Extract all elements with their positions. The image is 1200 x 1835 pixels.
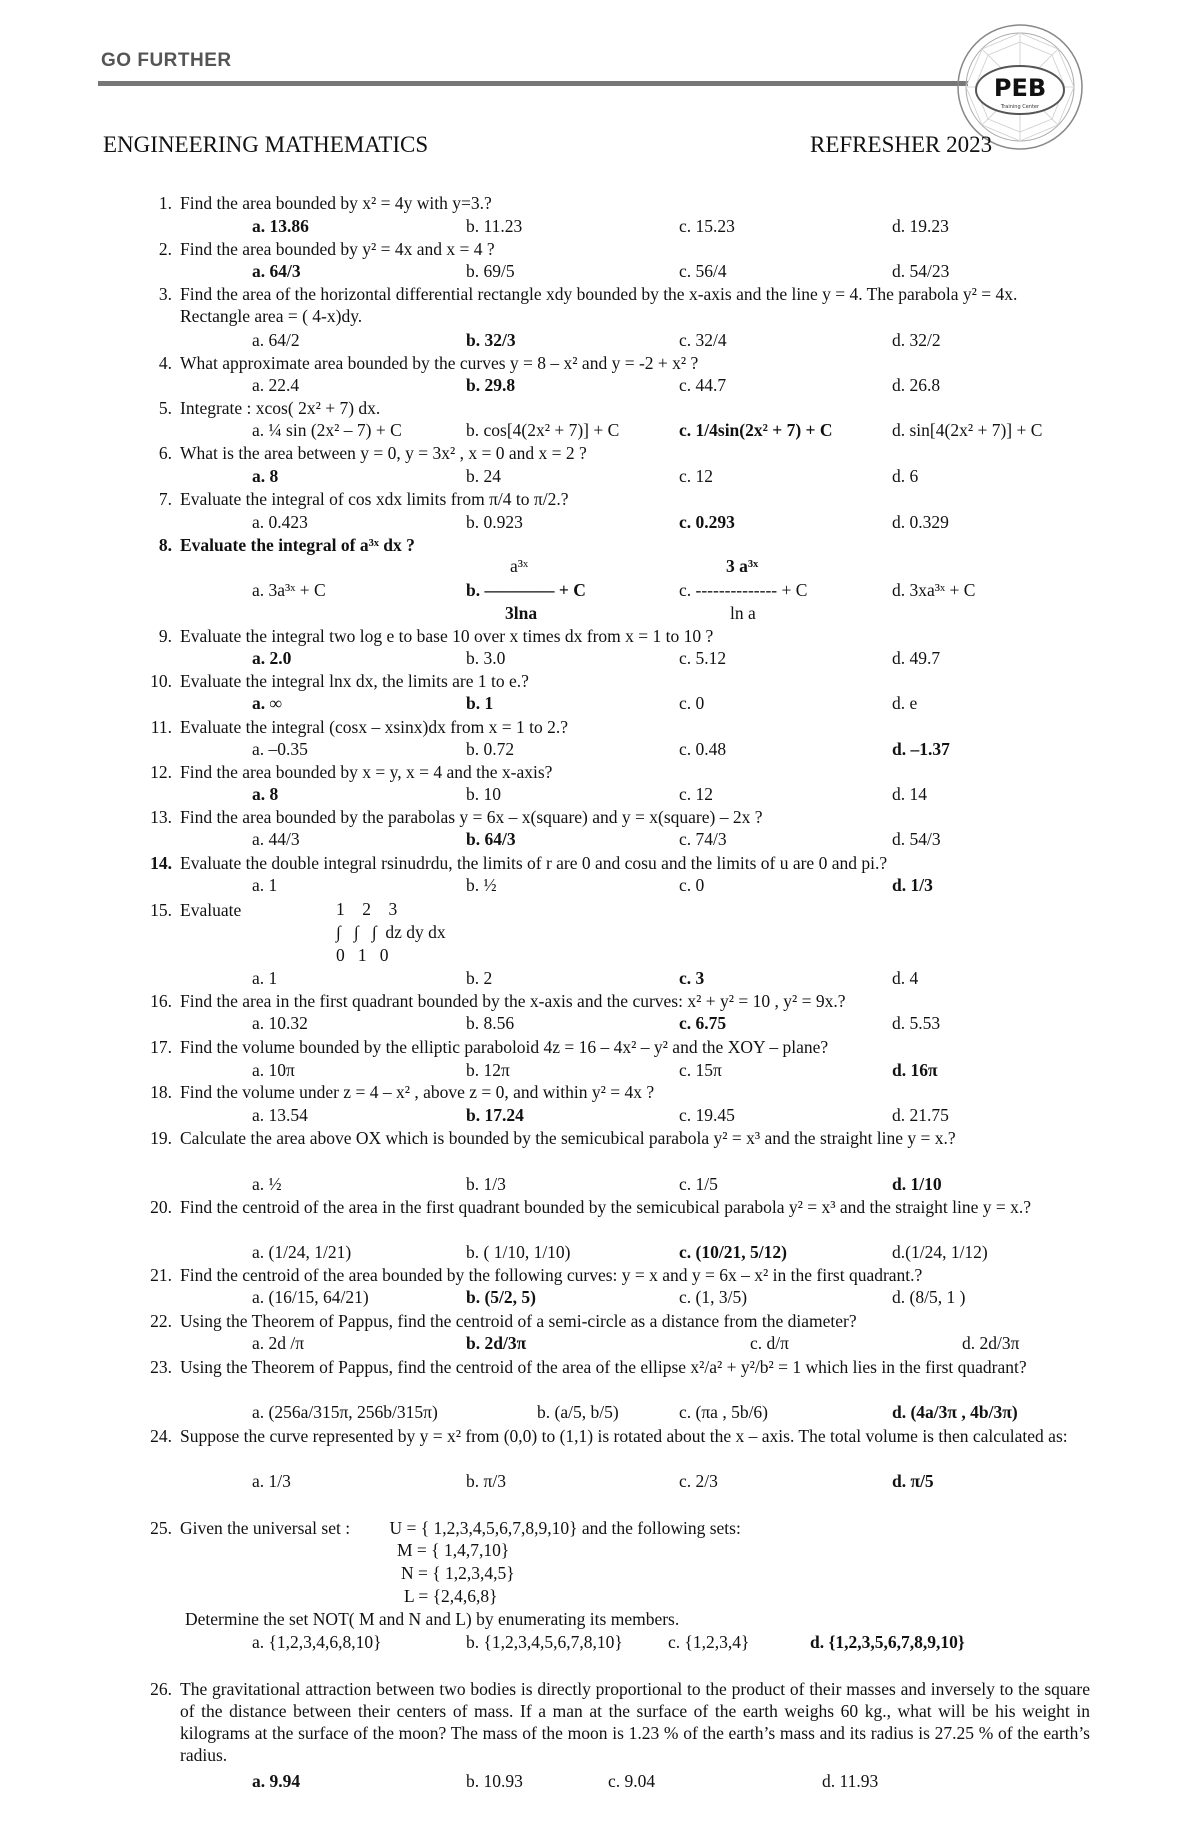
option-b[interactable]: b. 11.23 [466, 216, 523, 236]
option-b[interactable]: b. 10.93 [466, 1771, 523, 1791]
option-b[interactable]: b. ½ [466, 875, 497, 895]
fraction-c-denominator: ln a [730, 603, 756, 623]
option-c[interactable]: c. -------------- + C [679, 580, 808, 600]
question-text: Find the area in the first quadrant bounded by the x-axis and the curves: x² + y² = 10 , y² = 9x.? [180, 991, 846, 1011]
question-text: The gravitational attraction between two bodies is directly proportional to the product of their masses and inversely to the square of the distance between their centers of mass. If a man at the surface of the earth weighs 60 kg., what will be his weight in kilograms at the surface of the moon? The mass of the moon is 1.23 % of the earth’s mass and its radius is 27.25 % of the earth’s radius. [180, 1679, 1090, 1765]
integral-upper-limits: 1 2 3 [336, 899, 398, 919]
option-c[interactable]: c. 6.75 [679, 1013, 727, 1033]
question-12: 12. Find the area bounded by x = y, x = 4 and the x-axis? [150, 762, 553, 782]
question-text: Evaluate the integral of cos xdx limits from π/4 to π/2.? [180, 489, 569, 509]
logo-subtext: Training Center [1000, 104, 1040, 110]
question-9: 9. Evaluate the integral two log e to base 10 over x times dx from x = 1 to 10 ? [158, 626, 714, 646]
option-b[interactable]: b. 24 [466, 466, 501, 486]
question-text: What is the area between y = 0, y = 3x² , x = 0 and x = 2 ? [180, 443, 587, 463]
header-rule [98, 81, 968, 86]
option-b[interactable]: b. 32/3 [466, 330, 516, 350]
question-text: Calculate the area above OX which is bounded by the semicubical parabola y² = x³ and the straight line y = x.? [180, 1128, 956, 1148]
options-2 [0, 261, 1200, 283]
options-15 [0, 968, 1200, 990]
option-c[interactable]: c. 12 [679, 784, 714, 804]
question-text: What approximate area bounded by the curves y = 8 – x² and y = -2 + x² ? [180, 353, 699, 373]
question-text: Evaluate the integral (cosx – xsinx)dx from x = 1 to 2.? [180, 717, 568, 737]
fraction-b-denominator: 3lna [505, 603, 538, 623]
question-15: 15. Evaluate [150, 900, 242, 920]
option-b[interactable]: b. 1 [466, 693, 494, 713]
option-d[interactable]: d. 6 [892, 466, 919, 486]
question-text: Find the volume under z = 4 – x² , above z = 0, and within y² = 4x ? [180, 1082, 655, 1102]
option-a[interactable]: a. 22.4 [252, 375, 300, 395]
question-text: Suppose the curve represented by y = x² from (0,0) to (1,1) is rotated about the x – axis. The total volume is then calculated as: [180, 1426, 1068, 1446]
question-1: 1. Find the area bounded by x² = 4y with y=3.? [158, 193, 492, 213]
option-b[interactable]: b. 17.24 [466, 1105, 524, 1125]
options-6 [0, 466, 1200, 488]
options-17 [0, 1060, 1200, 1082]
question-4: 4. What approximate area bounded by the curves y = 8 – x² and y = -2 + x² ? [158, 353, 699, 373]
options-11 [0, 739, 1200, 761]
option-b[interactable]: b. cos[4(2x² + 7)] + C [466, 420, 620, 440]
option-c[interactable]: c. (πa , 5b/6) [679, 1402, 769, 1422]
option-a[interactable]: a. 44/3 [252, 829, 300, 849]
option-b[interactable]: b. 0.923 [466, 512, 523, 532]
option-b[interactable]: b. 29.8 [466, 375, 516, 395]
question-text: Find the area bounded by x² = 4y with y=3.? [180, 193, 492, 213]
option-a[interactable]: a. 13.86 [252, 216, 309, 236]
option-b[interactable]: b. 12π [466, 1060, 510, 1080]
question-10: 10. Evaluate the integral lnx dx, the limits are 1 to e.? [150, 671, 529, 691]
logo-text: PEB [993, 74, 1047, 102]
options-3 [0, 330, 1200, 352]
option-d[interactable]: d. 21.75 [892, 1105, 949, 1125]
option-c[interactable]: c. 74/3 [679, 829, 727, 849]
option-d[interactable]: d. 16π [892, 1060, 938, 1080]
options-23 [0, 1402, 1200, 1424]
question-6: 6. What is the area between y = 0, y = 3x² , x = 0 and x = 2 ? [158, 443, 587, 463]
option-a[interactable]: a. {1,2,3,4,6,8,10} [252, 1632, 382, 1652]
set-n: N = { 1,2,3,4,5} [401, 1563, 515, 1583]
options-19 [0, 1174, 1200, 1196]
question-text: Evaluate [180, 900, 242, 920]
option-c[interactable]: c. 2/3 [679, 1471, 718, 1491]
option-a[interactable]: a. –0.35 [252, 739, 308, 759]
question-text: Evaluate the integral of a³ˣ dx ? [180, 535, 415, 555]
option-c[interactable]: c. (10/21, 5/12) [679, 1242, 787, 1262]
question-17: 17. Find the volume bounded by the elliptic paraboloid 4z = 16 – 4x² – y² and the XOY – plane? [150, 1037, 829, 1057]
option-a[interactable]: a. (1/24, 1/21) [252, 1242, 352, 1262]
question-text: Evaluate the double integral rsinudrdu, the limits of r are 0 and cosu and the limits of u are 0 and pi.? [180, 853, 888, 873]
option-b[interactable]: b. –––––––– + C [466, 580, 586, 600]
option-d[interactable]: d. π/5 [892, 1471, 934, 1491]
question-7: 7. Evaluate the integral of cos xdx limits from π/4 to π/2.? [158, 489, 569, 509]
option-b[interactable]: b. (5/2, 5) [466, 1287, 536, 1307]
option-a[interactable]: a. 13.54 [252, 1105, 308, 1125]
question-text: Find the area bounded by the parabolas y = 6x – x(square) and y = x(square) – 2x ? [180, 807, 763, 827]
question-21: 21. Find the centroid of the area bounded by the following curves: y = x and y = 6x – x² in the first quadrant.? [150, 1265, 923, 1285]
fraction-c-numerator: 3 a³ˣ [726, 556, 759, 576]
question-18: 18. Find the volume under z = 4 – x² , above z = 0, and within y² = 4x ? [150, 1082, 655, 1102]
question-text: Find the centroid of the area in the first quadrant bounded by the semicubical parabola y² = x³ and the straight line y = x.? [180, 1197, 1032, 1217]
option-d[interactable]: d. 1/10 [892, 1174, 942, 1194]
option-d[interactable]: d. 1/3 [892, 875, 933, 895]
question-24: 24. Suppose the curve represented by y = x² from (0,0) to (1,1) is rotated about the x – axis. The total volume is then calculated as: [150, 1426, 1068, 1446]
question-11: 11. Evaluate the integral (cosx – xsinx)dx from x = 1 to 2.? [150, 717, 568, 737]
options-24 [0, 1471, 1200, 1493]
options-25 [0, 1632, 1200, 1654]
question-text: Find the centroid of the area bounded by the following curves: y = x and y = 6x – x² in the first quadrant.? [180, 1265, 923, 1285]
option-c[interactable]: c. 56/4 [679, 261, 727, 281]
refresher-title: REFRESHER 2023 [810, 132, 993, 157]
question-text: Evaluate the integral lnx dx, the limits are 1 to e.? [180, 671, 529, 691]
question-5: 5. Integrate : xcos( 2x² + 7) dx. [158, 398, 381, 418]
option-c[interactable]: c. 3 [679, 968, 705, 988]
option-d[interactable]: d. 32/2 [892, 330, 941, 350]
option-b[interactable]: b. (a/5, b/5) [537, 1402, 619, 1422]
option-d[interactable]: d. 3xa³ˣ + C [892, 580, 976, 600]
question-8: 8. Evaluate the integral of a³ˣ dx ? [158, 535, 415, 555]
option-c[interactable]: c. 12 [679, 466, 714, 486]
option-d[interactable]: d. 19.23 [892, 216, 949, 236]
option-b[interactable]: b. 64/3 [466, 829, 516, 849]
options-22 [0, 1333, 1200, 1355]
option-c[interactable]: c. 19.45 [679, 1105, 735, 1125]
option-a[interactable]: a. ∞ [252, 693, 282, 713]
option-a[interactable]: a. 64/2 [252, 330, 300, 350]
option-a[interactable]: a. ¼ sin (2x² – 7) + C [252, 420, 402, 440]
option-a[interactable]: a. 2.0 [252, 648, 292, 668]
option-b[interactable]: b. 10 [466, 784, 501, 804]
option-d[interactable]: d. 11.93 [822, 1771, 879, 1791]
triple-integral: ∫ ∫ ∫ dz dy dx [336, 922, 446, 942]
option-b[interactable]: b. {1,2,3,4,5,6,7,8,10} [466, 1632, 623, 1652]
option-d[interactable]: d. e [892, 693, 918, 713]
option-d[interactable]: d. 54/3 [892, 829, 941, 849]
option-c[interactable]: c. 0 [679, 875, 705, 895]
option-d[interactable]: d. 26.8 [892, 375, 941, 395]
option-a[interactable]: a. 2d /π [252, 1333, 305, 1353]
option-a[interactable]: a. 10.32 [252, 1013, 308, 1033]
option-d[interactable]: d. 49.7 [892, 648, 941, 668]
option-a[interactable]: a. 1 [252, 875, 278, 895]
options-4 [0, 375, 1200, 397]
option-d[interactable]: d. (8/5, 1 ) [892, 1287, 966, 1307]
option-a[interactable]: a. 8 [252, 466, 279, 486]
option-c[interactable]: c. (1, 3/5) [679, 1287, 748, 1307]
question-3: 3. Find the area of the horizontal differential rectangle xdy bounded by the x-axis and the line y = 4. The parabola y² = 4x. Rectangle area = ( 4-x)dy. [158, 284, 1018, 326]
options-1 [0, 216, 1200, 238]
options-13 [0, 829, 1200, 851]
option-c[interactable]: c. 1/5 [679, 1174, 718, 1194]
options-20 [0, 1242, 1200, 1264]
option-d[interactable]: d. (4a/3π , 4b/3π) [892, 1402, 1018, 1422]
set-m: M = { 1,4,7,10} [397, 1540, 510, 1560]
options-16 [0, 1013, 1200, 1035]
option-c[interactable]: c. d/π [750, 1333, 789, 1353]
option-d[interactable]: d. 54/23 [892, 261, 950, 281]
option-b[interactable]: b. 0.72 [466, 739, 515, 759]
subject-title: ENGINEERING MATHEMATICS [103, 132, 429, 157]
option-b[interactable]: b. 2 [466, 968, 493, 988]
option-a[interactable]: a. 64/3 [252, 261, 301, 281]
option-d[interactable]: d. 14 [892, 784, 927, 804]
options-12 [0, 784, 1200, 806]
question-13: 13. Find the area bounded by the parabolas y = 6x – x(square) and y = x(square) – 2x ? [150, 807, 763, 827]
options-21 [0, 1287, 1200, 1309]
option-a[interactable]: a. ½ [252, 1174, 282, 1194]
options-7 [0, 512, 1200, 534]
option-b[interactable]: b. 8.56 [466, 1013, 515, 1033]
question-16: 16. Find the area in the first quadrant bounded by the x-axis and the curves: x² + y² = 10 , y² = 9x.? [150, 991, 846, 1011]
option-c[interactable]: c. 0 [679, 693, 705, 713]
question-text: Find the area bounded by x = y, x = 4 and the x-axis? [180, 762, 553, 782]
question-25-prompt: Determine the set NOT( M and N and L) by enumerating its members. [185, 1609, 680, 1629]
set-l: L = {2,4,6,8} [404, 1586, 498, 1606]
integral-lower-limits: 0 1 0 [336, 945, 389, 965]
option-c[interactable]: c. 15π [679, 1060, 722, 1080]
option-a[interactable]: a. 9.94 [252, 1771, 301, 1791]
question-25: 25. Given the universal set : U = { 1,2,3,4,5,6,7,8,9,10} and the following sets: [150, 1518, 741, 1538]
options-18 [0, 1105, 1200, 1127]
option-c[interactable]: c. 1/4sin(2x² + 7) + C [679, 420, 833, 440]
option-b[interactable]: b. 69/5 [466, 261, 515, 281]
option-c[interactable]: c. 5.12 [679, 648, 727, 668]
option-b[interactable]: b. π/3 [466, 1471, 506, 1491]
option-c[interactable]: c. 15.23 [679, 216, 735, 236]
question-text: Using the Theorem of Pappus, find the centroid of the area of the ellipse x²/a² + y²/b² = 1 which lies in the first quadrant? [180, 1357, 1027, 1377]
question-22: 22. Using the Theorem of Pappus, find the centroid of a semi-circle as a distance from the diameter? [150, 1311, 857, 1331]
question-14: 14. Evaluate the double integral rsinudrdu, the limits of r are 0 and cosu and the limits of u are 0 and pi.? [150, 853, 888, 873]
option-a[interactable]: a. (256a/315π, 256b/315π) [252, 1402, 438, 1422]
question-20: 20. Find the centroid of the area in the first quadrant bounded by the semicubical parabola y² = x³ and the straight line y = x.? [150, 1197, 1032, 1217]
option-c[interactable]: c. {1,2,3,4} [668, 1632, 750, 1652]
option-c[interactable]: c. 9.04 [608, 1771, 656, 1791]
question-26: 26. The gravitational attraction between two bodies is directly proportional to the product of their masses and inversely to the square of the distance between their centers of mass. If a man at the surface of the earth weighs 60 kg., what will be his weight in kilograms at the surface of the moon? The mass of the moon is 1.23 % of the earth’s mass and its radius is 27.25 % of the earth’s radius. [150, 1679, 1090, 1765]
option-d[interactable]: d. 0.329 [892, 512, 949, 532]
question-text: Find the area bounded by y² = 4x and x = 4 ? [180, 239, 495, 259]
options-9 [0, 648, 1200, 670]
option-b[interactable]: b. 3.0 [466, 648, 506, 668]
option-d[interactable]: d. 5.53 [892, 1013, 941, 1033]
brand-header: GO FURTHER [101, 50, 232, 71]
option-a[interactable]: a. 3a³ˣ + C [252, 580, 326, 600]
option-b[interactable]: b. ( 1/10, 1/10) [466, 1242, 571, 1262]
option-d[interactable]: d. sin[4(2x² + 7)] + C [892, 420, 1043, 440]
options-8 [0, 580, 1200, 602]
option-a[interactable]: a. 1 [252, 968, 278, 988]
option-c[interactable]: c. 0.293 [679, 512, 735, 532]
option-d[interactable]: d. 4 [892, 968, 919, 988]
option-b[interactable]: b. 1/3 [466, 1174, 506, 1194]
option-a[interactable]: a. 8 [252, 784, 279, 804]
question-text: Find the area of the horizontal differential rectangle xdy bounded by the x-axis and the line y = 4. The parabola y² = 4x. Rectangle area = ( 4-x)dy. [180, 284, 1018, 326]
fraction-b-numerator: a³ˣ [510, 556, 529, 576]
question-text: Find the volume bounded by the elliptic paraboloid 4z = 16 – 4x² – y² and the XOY – plane? [180, 1037, 829, 1057]
question-2: 2. Find the area bounded by y² = 4x and x = 4 ? [158, 239, 495, 259]
option-a[interactable]: a. 1/3 [252, 1471, 291, 1491]
option-a[interactable]: a. 0.423 [252, 512, 308, 532]
option-d[interactable]: d. –1.37 [892, 739, 950, 759]
option-d[interactable]: d. 2d/3π [962, 1333, 1020, 1353]
options-5 [0, 420, 1200, 442]
question-text: Evaluate the integral two log e to base 10 over x times dx from x = 1 to 10 ? [180, 626, 714, 646]
question-19: 19. Calculate the area above OX which is bounded by the semicubical parabola y² = x³ and the straight line y = x.? [150, 1128, 956, 1148]
option-a[interactable]: a. (16/15, 64/21) [252, 1287, 369, 1307]
question-text: Integrate : xcos( 2x² + 7) dx. [180, 398, 381, 418]
option-d[interactable]: d.(1/24, 1/12) [892, 1242, 988, 1262]
option-c[interactable]: c. 32/4 [679, 330, 727, 350]
option-b[interactable]: b. 2d/3π [466, 1333, 527, 1353]
option-d[interactable]: d. {1,2,3,5,6,7,8,9,10} [810, 1632, 965, 1652]
option-a[interactable]: a. 10π [252, 1060, 295, 1080]
options-10 [0, 693, 1200, 715]
option-c[interactable]: c. 44.7 [679, 375, 727, 395]
question-text: Using the Theorem of Pappus, find the centroid of a semi-circle as a distance from the diameter? [180, 1311, 857, 1331]
options-14 [0, 875, 1200, 897]
options-26 [0, 1771, 1200, 1793]
question-text: Given the universal set : U = { 1,2,3,4,5,6,7,8,9,10} and the following sets: [180, 1518, 741, 1538]
question-23: 23. Using the Theorem of Pappus, find the centroid of the area of the ellipse x²/a² + y²/b² = 1 which lies in the first quadrant? [150, 1357, 1027, 1377]
option-c[interactable]: c. 0.48 [679, 739, 727, 759]
